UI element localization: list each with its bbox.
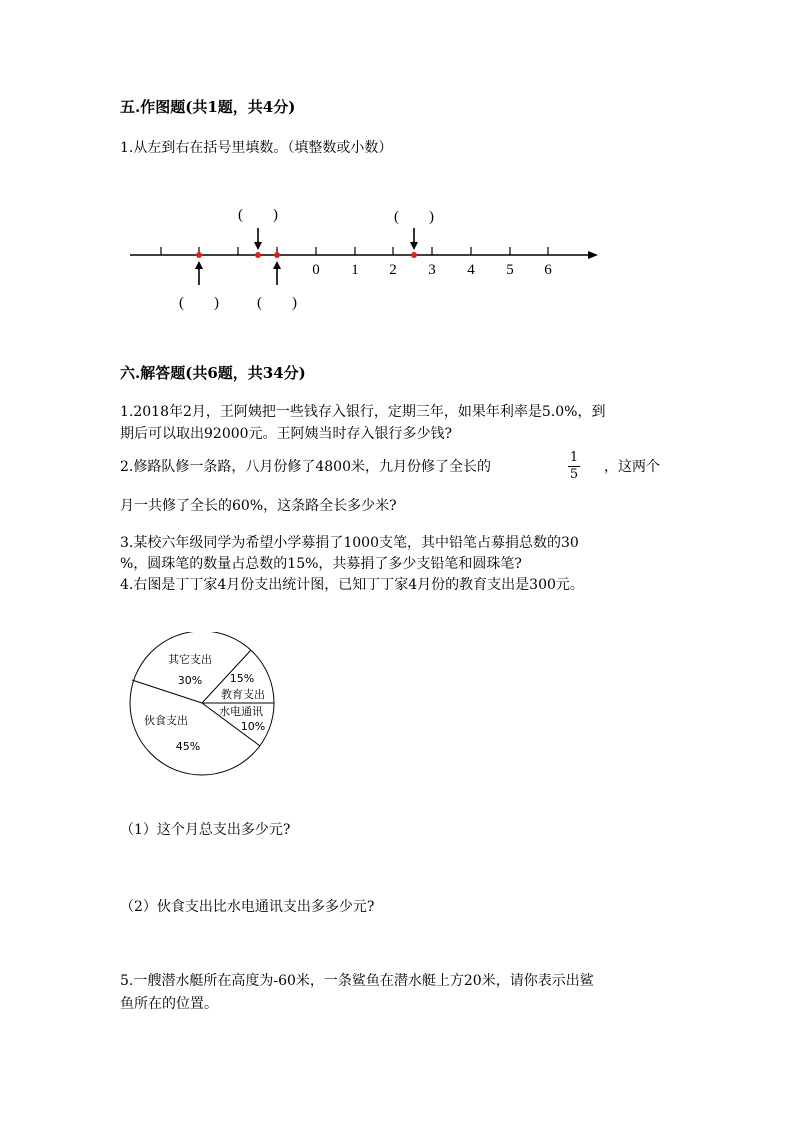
point-marker bbox=[411, 252, 417, 258]
pie-pct-other: 30% bbox=[177, 674, 203, 687]
question-5-line-2: 鱼所在的位置。 bbox=[120, 996, 218, 1012]
question-2-line-2: 月一共修了全长的60%，这条路全长多少米? bbox=[120, 498, 397, 514]
down-arrow-head bbox=[410, 242, 418, 250]
answer-bracket: ( ) bbox=[257, 295, 297, 311]
up-arrow-head bbox=[195, 261, 203, 269]
tick-label: 1 bbox=[351, 262, 359, 278]
question-4-sub-1: （1）这个月总支出多少元? bbox=[120, 822, 291, 838]
question-3-line-1: 3.某校六年级同学为希望小学募捐了1000支笔，其中铅笔占募捐总数的30 bbox=[120, 535, 579, 551]
fraction-one-fifth bbox=[566, 450, 582, 482]
question-2-line-1-end: ，这两个 bbox=[604, 459, 660, 475]
answer-bracket: ( ) bbox=[179, 295, 219, 311]
number-line-ticks bbox=[161, 247, 548, 255]
expense-pie-chart bbox=[120, 632, 285, 777]
question-4-sub-2: （2）伙食支出比水电通讯支出多多少元? bbox=[120, 899, 375, 915]
question-4-line-1: 4.右图是丁丁家4月份支出统计图，已知丁丁家4月份的教育支出是300元。 bbox=[120, 577, 584, 593]
point-marker bbox=[274, 252, 280, 258]
pie-label-utilities: 水电通讯 bbox=[219, 705, 263, 718]
pie-pct-utilities: 10% bbox=[240, 720, 266, 733]
tick-label: 2 bbox=[389, 262, 397, 278]
up-arrow-head bbox=[273, 261, 281, 269]
pie-pct-food: 45% bbox=[175, 740, 201, 753]
tick-label: 5 bbox=[506, 262, 514, 278]
pie-pct-education: 15% bbox=[229, 672, 255, 685]
question-1-line-1: 1.2018年2月，王阿姨把一些钱存入银行，定期三年，如果年利率是5.0%，到 bbox=[120, 404, 606, 420]
tick-label: 3 bbox=[428, 262, 436, 278]
number-line-figure bbox=[120, 195, 610, 320]
pie-label-food: 伙食支出 bbox=[144, 714, 188, 727]
fraction-numerator: 1 bbox=[569, 450, 579, 465]
question-3-line-2: %，圆珠笔的数量占总数的15%，共募捐了多少支铅笔和圆珠笔? bbox=[120, 556, 522, 572]
pie-label-education: 教育支出 bbox=[221, 688, 265, 701]
question-2-line-1: 2.修路队修一条路，八月份修了4800米，九月份修了全长的 bbox=[120, 459, 491, 475]
answer-bracket: ( ) bbox=[394, 209, 434, 225]
question-1-line-2: 期后可以取出92000元。王阿姨当时存入银行多少钱? bbox=[120, 426, 453, 442]
number-line-arrowhead bbox=[588, 251, 598, 259]
tick-label: 6 bbox=[544, 262, 552, 278]
down-arrow-head bbox=[254, 242, 262, 250]
tick-label: 4 bbox=[467, 262, 475, 278]
pie-label-other: 其它支出 bbox=[168, 653, 212, 666]
section5-heading: 五.作图题(共1题，共4分) bbox=[120, 98, 296, 116]
tick-label: 0 bbox=[312, 262, 320, 278]
section6-heading: 六.解答题(共6题，共34分) bbox=[120, 364, 306, 382]
fraction-denominator: 5 bbox=[569, 467, 579, 482]
point-marker bbox=[196, 252, 202, 258]
section5-question-1: 1.从左到右在括号里填数。（填整数或小数） bbox=[120, 140, 393, 156]
answer-bracket: ( ) bbox=[238, 207, 278, 223]
question-5-line-1: 5.一艘潜水艇所在高度为-60米，一条鲨鱼在潜水艇上方20米，请你表示出鲨 bbox=[120, 973, 594, 989]
point-marker bbox=[255, 252, 261, 258]
